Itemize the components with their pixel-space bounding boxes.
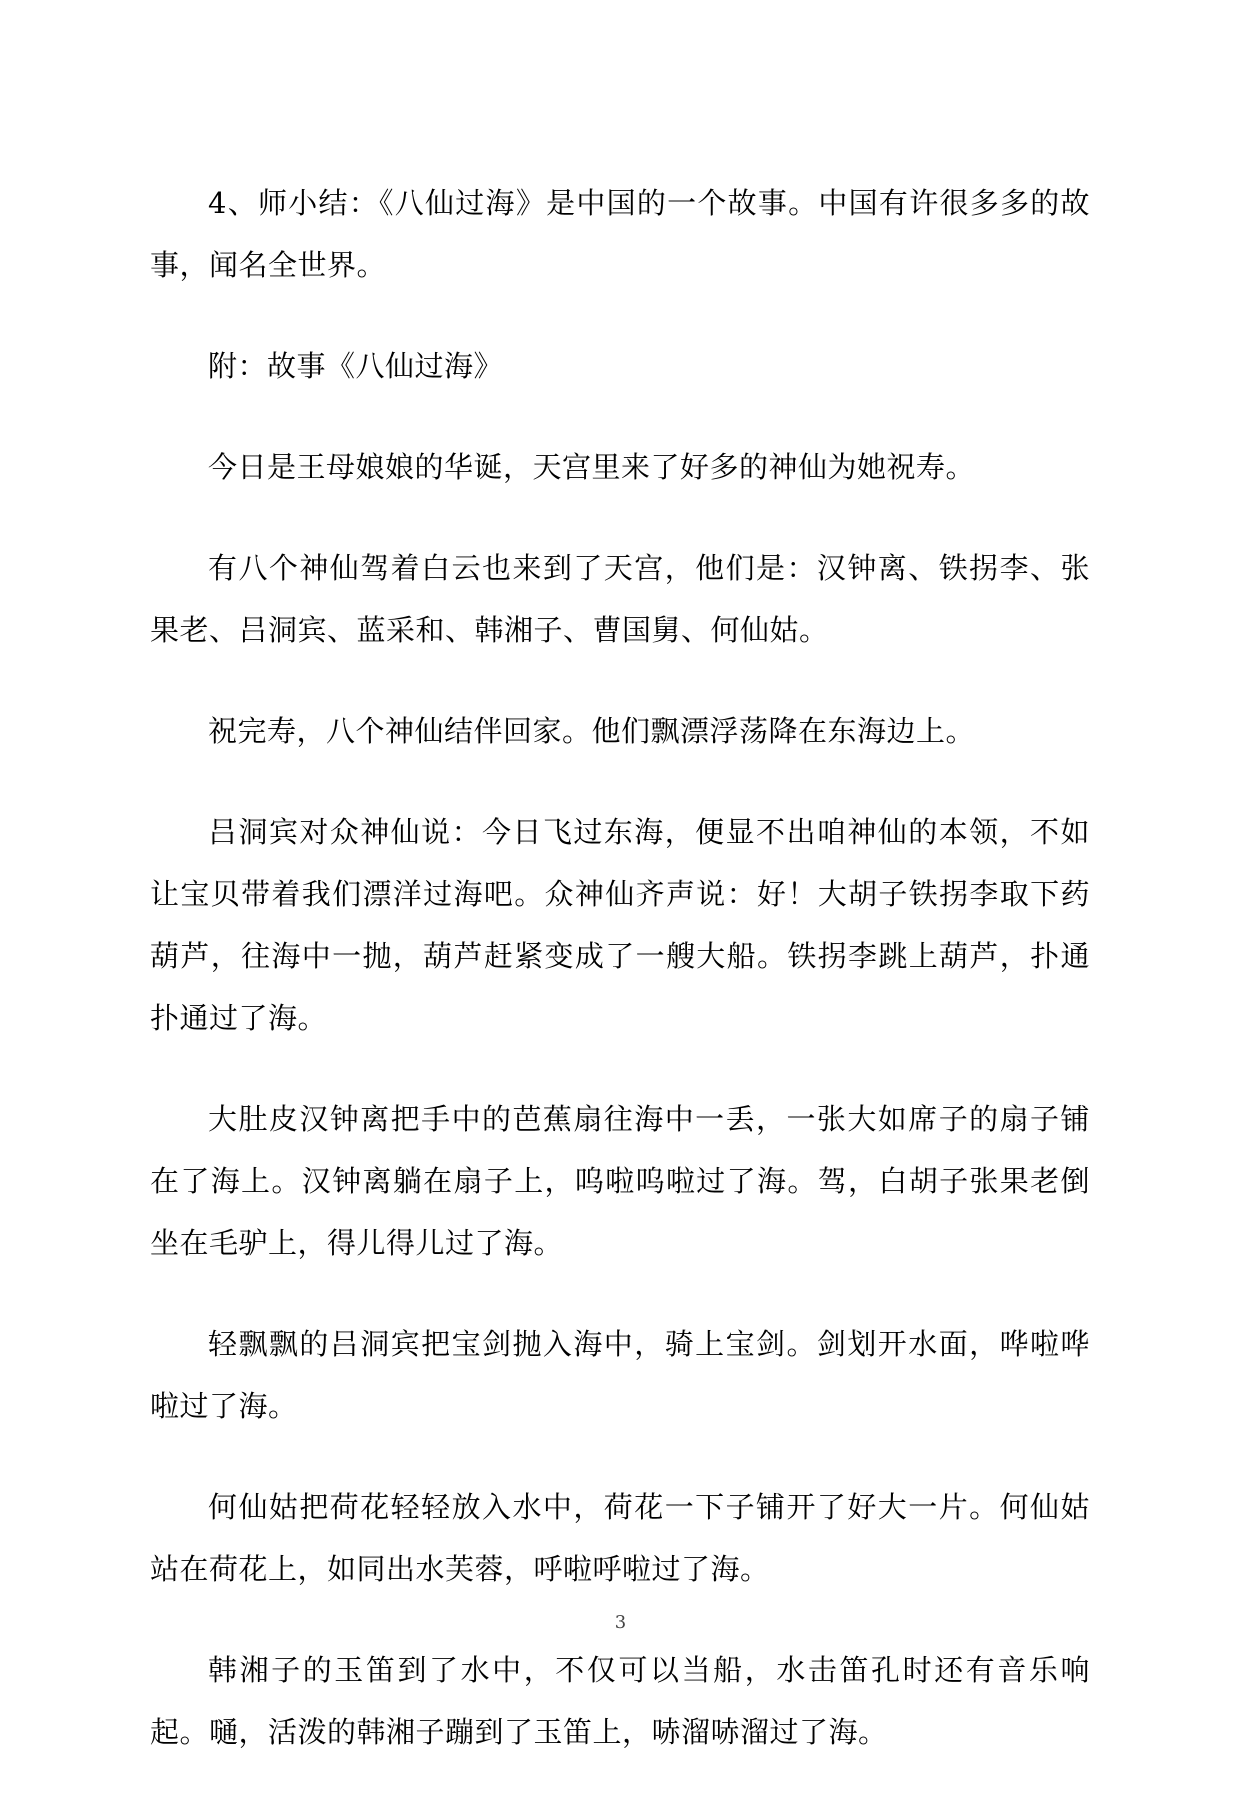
- paragraph-appendix-title: 附：故事《八仙过海》: [208, 349, 504, 383]
- paragraph-summary: 4、师小结：《八仙过海》是中国的一个故事。中国有许很多多的故事，闻名全世界。: [150, 186, 1090, 282]
- paragraph-story: 何仙姑把荷花轻轻放入水中，荷花一下子铺开了好大一片。何仙姑站在荷花上，如同出水芙蓉，呼啦呼啦过了海。: [150, 1490, 1090, 1586]
- page-number: 3: [614, 1612, 627, 1633]
- document-body: [150, 172, 1090, 1802]
- paragraph-story: 轻飘飘的吕洞宾把宝剑抛入海中，骑上宝剑。剑划开水面，哗啦哗啦过了海。: [150, 1327, 1090, 1423]
- paragraph-story: 吕洞宾对众神仙说：今日飞过东海，便显不出咱神仙的本领，不如让宝贝带着我们漂洋过海吧。众神仙齐声说：好！大胡子铁拐李取下药葫芦，往海中一抛，葫芦赶紧变成了一艘大船。铁拐李跳上葫芦，扑通扑通过了海。: [150, 815, 1090, 1035]
- paragraph-story: 今日是王母娘娘的华诞，天宫里来了好多的神仙为她祝寿。: [208, 450, 976, 484]
- paragraph-story: 韩湘子的玉笛到了水中，不仅可以当船，水击笛孔时还有音乐响起。嗵，活泼的韩湘子蹦到了玉笛上，哧溜哧溜过了海。: [150, 1653, 1090, 1749]
- paragraph-story: 祝完寿，八个神仙结伴回家。他们飘漂浮荡降在东海边上。: [208, 714, 976, 748]
- paragraph-story: 有八个神仙驾着白云也来到了天宫，他们是：汉钟离、铁拐李、张果老、吕洞宾、蓝采和、韩湘子、曹国舅、何仙姑。: [150, 551, 1090, 647]
- paragraph-story: 大肚皮汉钟离把手中的芭蕉扇往海中一丢，一张大如席子的扇子铺在了海上。汉钟离躺在扇子上，呜啦呜啦过了海。驾，白胡子张果老倒坐在毛驴上，得儿得儿过了海。: [150, 1102, 1090, 1260]
